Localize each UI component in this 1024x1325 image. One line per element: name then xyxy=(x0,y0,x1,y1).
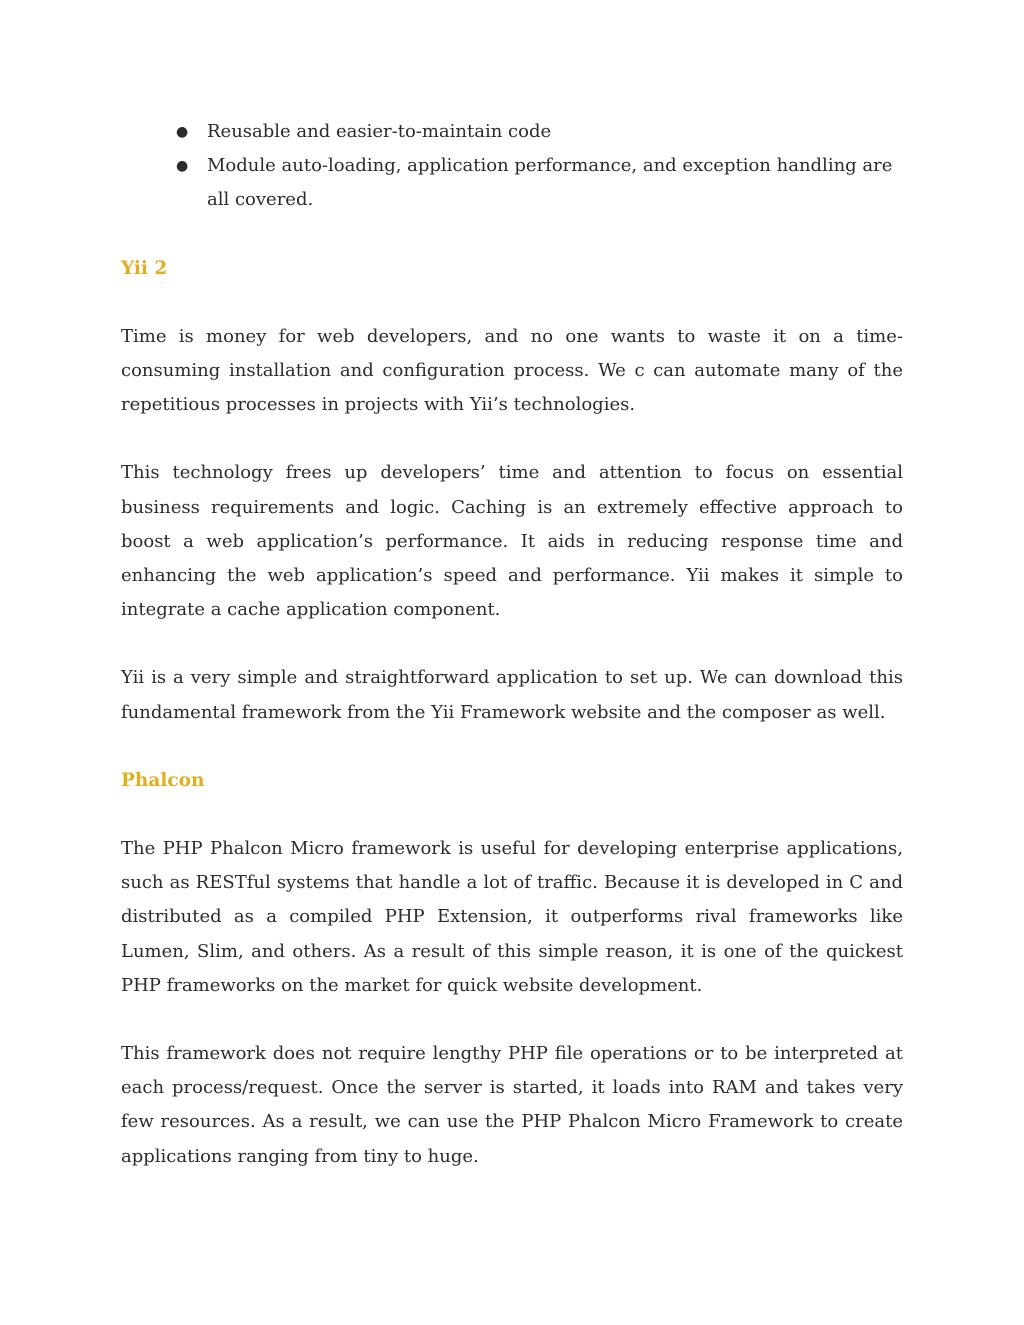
paragraph: The PHP Phalcon Micro framework is useful for developing enterprise applications, such as RESTful systems that handle a lot of traffic. Because it is developed in C and distributed as a compiled PHP Extension, it outperforms rival frameworks like Lumen, Slim, and others. As a result of this simple reason, it is one of the quickest PHP frameworks on the market for quick website development. xyxy=(121,838,903,996)
spacer xyxy=(121,627,903,661)
bullet-dot-icon: ● xyxy=(176,124,189,140)
spacer xyxy=(121,730,903,764)
section-heading: Phalcon xyxy=(121,769,205,791)
paragraph: This framework does not require lengthy PHP file operations or to be interpreted at each process/request. Once the server is started, it loads into RAM and takes very few resources. As a result, we can use the PHP Phalcon Micro Framework to create applications ranging from tiny to huge. xyxy=(121,1043,903,1167)
section-heading: Yii 2 xyxy=(121,257,168,279)
spacer xyxy=(121,422,903,456)
page-content xyxy=(121,115,903,1174)
feature-bullet-list xyxy=(121,115,903,218)
bullet-item xyxy=(121,149,903,217)
section-phalcon xyxy=(121,764,903,1174)
bullet-item xyxy=(121,115,903,149)
bullet-dot-icon: ● xyxy=(176,158,189,175)
paragraph: Time is money for web developers, and no one wants to waste it on a time-consuming installation and configuration process. We c can automate many of the repetitious processes in projects with Yii’s technologies. xyxy=(121,325,903,416)
bullet-text: Reusable and easier-to-maintain code xyxy=(207,121,552,142)
spacer xyxy=(121,798,903,832)
bullet-text: Module auto-loading, application performance, and exception handling are all covered. xyxy=(207,155,893,211)
spacer xyxy=(121,1003,903,1037)
spacer xyxy=(121,286,903,320)
paragraph: This technology frees up developers’ time and attention to focus on essential business requirements and logic. Caching is an extremely effective approach to boost a web application’s performance. It aids in reducing response time and enhancing the web application’s speed and performance. Yii makes it simple to integrate a cache application component. xyxy=(121,462,903,621)
paragraph: Yii is a very simple and straightforward application to set up. We can download this fundamental framework from the Yii Framework website and the composer as well. xyxy=(121,667,903,723)
section-yii2 xyxy=(121,252,903,730)
spacer xyxy=(121,218,903,252)
